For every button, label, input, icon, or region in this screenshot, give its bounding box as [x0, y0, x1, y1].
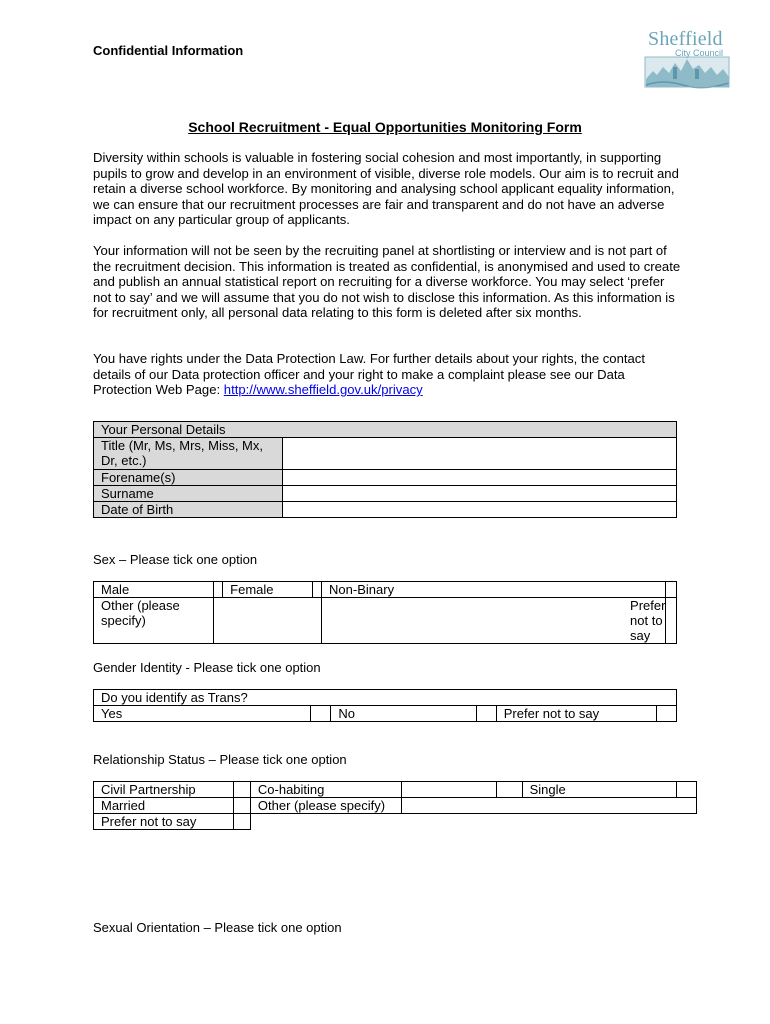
personal-details-table: [93, 421, 677, 518]
other-relationship-label: Other (please specify): [250, 798, 401, 814]
forename-label: Forename(s): [94, 470, 283, 486]
single-label: Single: [522, 782, 677, 798]
data-protection-text: You have rights under the Data Protection Law. For further details about your rights, the contact details of our Data protection officer and your right to make a complaint please see our Data Protection Web Page:: [93, 351, 645, 398]
logo-subtitle: City Council: [675, 48, 724, 58]
data-protection-paragraph: [93, 351, 683, 398]
gender-table: [93, 689, 677, 722]
prefer-not-sex-checkbox[interactable]: [666, 598, 677, 644]
dob-label: Date of Birth: [94, 502, 283, 518]
dob-field[interactable]: [283, 502, 677, 518]
relationship-section-label: Relationship Status – Please tick one option: [93, 752, 347, 767]
surname-label: Surname: [94, 486, 283, 502]
sex-table: [93, 581, 677, 644]
yes-checkbox[interactable]: [311, 706, 331, 722]
nonbinary-label: Non-Binary: [322, 582, 666, 598]
other-sex-label: Other (please specify): [94, 598, 214, 644]
civil-partnership-checkbox[interactable]: [234, 782, 250, 798]
male-checkbox[interactable]: [214, 582, 223, 598]
personal-details-header: Your Personal Details: [94, 422, 677, 438]
title-label: Title (Mr, Ms, Mrs, Miss, Mx, Dr, etc.): [94, 438, 283, 470]
single-checkbox[interactable]: [677, 782, 697, 798]
cohabiting-label: Co-habiting: [250, 782, 401, 798]
privacy-link[interactable]: http://www.sheffield.gov.uk/privacy: [223, 382, 423, 398]
civil-partnership-label: Civil Partnership: [94, 782, 234, 798]
no-label: No: [331, 706, 476, 722]
prefer-not-gender-label: Prefer not to say: [496, 706, 656, 722]
female-label: Female: [223, 582, 313, 598]
intro-paragraph: Diversity within schools is valuable in fostering social cohesion and most importantly, in supporting pupils to grow and develop in an environment of visible, diverse role models. Our aim is to recruit and retain a diverse school workforce. By monitoring and analysing school applicant equality information, we can ensure that our recruitment processes are fair and transparent and do not have an adverse impact on any particular group of applicants.: [93, 150, 679, 228]
blank-area: [250, 814, 696, 830]
trans-question: Do you identify as Trans?: [94, 690, 677, 706]
gender-section-label: Gender Identity - Please tick one option: [93, 660, 321, 675]
no-checkbox[interactable]: [476, 706, 496, 722]
surname-field[interactable]: [283, 486, 677, 502]
female-checkbox[interactable]: [312, 582, 321, 598]
confidentiality-paragraph: Your information will not be seen by the recruiting panel at shortlisting or interview and is not part of the recruitment decision. This information is treated as confidential, is anonymised and used to create and publish an annual statistical report on recruiting for a diverse workforce. You may select ‘prefer not to say’ and we will assume that you do not wish to disclose this information. As this information is for recruitment only, all personal data relating to this form is deleted after six months.: [93, 243, 681, 321]
forename-field[interactable]: [283, 470, 677, 486]
prefer-not-relationship-label: Prefer not to say: [94, 814, 234, 830]
prefer-not-relationship-checkbox[interactable]: [234, 814, 250, 830]
other-sex-field[interactable]: [214, 598, 322, 644]
other-relationship-field[interactable]: [401, 798, 696, 814]
prefer-not-gender-checkbox[interactable]: [656, 706, 676, 722]
logo-wordmark: Sheffield: [648, 28, 723, 50]
confidential-label: Confidential Information: [93, 43, 244, 58]
nonbinary-checkbox[interactable]: [666, 582, 677, 598]
relationship-table: [93, 781, 697, 830]
orientation-section-label: Sexual Orientation – Please tick one option: [93, 920, 342, 935]
cohabiting-spacer: [401, 782, 496, 798]
prefer-not-sex-label: Prefer not to say: [322, 598, 666, 644]
sex-section-label: Sex – Please tick one option: [93, 552, 258, 567]
married-label: Married: [94, 798, 234, 814]
male-label: Male: [94, 582, 214, 598]
cohabiting-checkbox[interactable]: [497, 782, 523, 798]
married-checkbox[interactable]: [234, 798, 250, 814]
page-title: School Recruitment - Equal Opportunities Monitoring Form: [188, 119, 582, 135]
yes-label: Yes: [94, 706, 311, 722]
title-field[interactable]: [283, 438, 677, 470]
